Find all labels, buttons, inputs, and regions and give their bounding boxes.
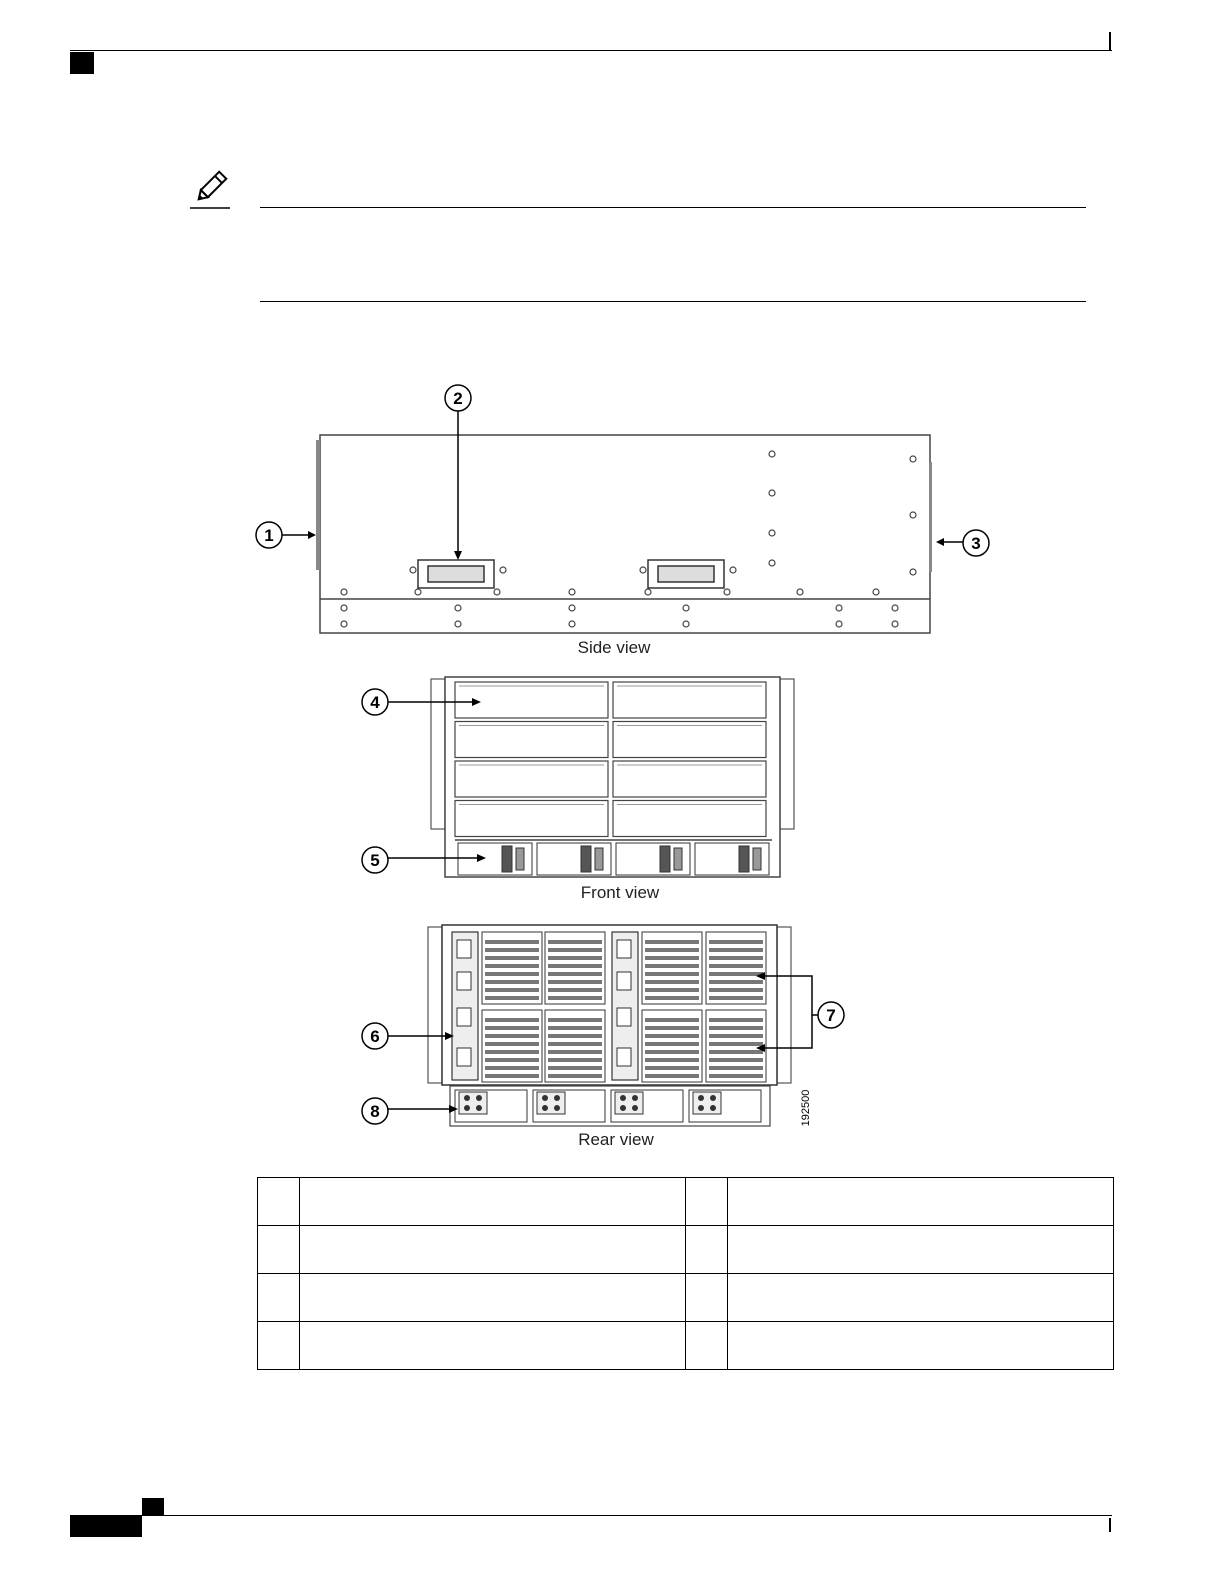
legend-desc-cell <box>728 1322 1114 1370</box>
legend-num-cell <box>258 1226 300 1274</box>
table-row <box>258 1178 1114 1226</box>
callout-legend-table <box>257 1177 1114 1370</box>
legend-num-cell <box>258 1322 300 1370</box>
caption-side-view: Side view <box>577 638 651 657</box>
side-view-drawing <box>256 385 989 657</box>
legend-desc-cell <box>728 1274 1114 1322</box>
footer-page-block <box>70 1516 142 1537</box>
table-row <box>258 1322 1114 1370</box>
legend-num-cell <box>686 1226 728 1274</box>
table-row <box>258 1226 1114 1274</box>
callout-5: 5 <box>370 851 380 870</box>
footer-rule <box>70 1515 1112 1516</box>
legend-num-cell <box>258 1178 300 1226</box>
header-marker <box>70 52 94 74</box>
callout-2: 2 <box>453 389 463 408</box>
chassis-figure <box>240 376 981 1156</box>
callout-6: 6 <box>370 1027 380 1046</box>
footer-marker <box>142 1498 164 1516</box>
table-row <box>258 1274 1114 1322</box>
callout-7: 7 <box>826 1006 836 1025</box>
caption-rear-view: Rear view <box>578 1130 654 1149</box>
front-view-drawing <box>362 677 794 902</box>
header-tick <box>1109 32 1111 50</box>
legend-desc-cell <box>728 1178 1114 1226</box>
legend-desc-cell <box>300 1178 686 1226</box>
caption-front-view: Front view <box>580 883 660 902</box>
footer-tick <box>1109 1518 1111 1532</box>
note-rule-top <box>260 207 1086 208</box>
legend-num-cell <box>686 1322 728 1370</box>
rear-view-drawing <box>362 925 844 1149</box>
callout-8: 8 <box>370 1102 380 1121</box>
callout-1: 1 <box>264 526 274 545</box>
note-rule-bottom <box>260 301 1086 302</box>
legend-desc-cell <box>300 1226 686 1274</box>
legend-num-cell <box>686 1274 728 1322</box>
callout-3: 3 <box>971 534 981 553</box>
legend-desc-cell <box>300 1322 686 1370</box>
legend-desc-cell <box>728 1226 1114 1274</box>
legend-num-cell <box>258 1274 300 1322</box>
pencil-note-icon <box>188 168 232 212</box>
header-rule <box>70 50 1112 51</box>
legend-num-cell <box>686 1178 728 1226</box>
figure-id: 192500 <box>800 1089 812 1127</box>
callout-4: 4 <box>370 693 380 712</box>
legend-desc-cell <box>300 1274 686 1322</box>
